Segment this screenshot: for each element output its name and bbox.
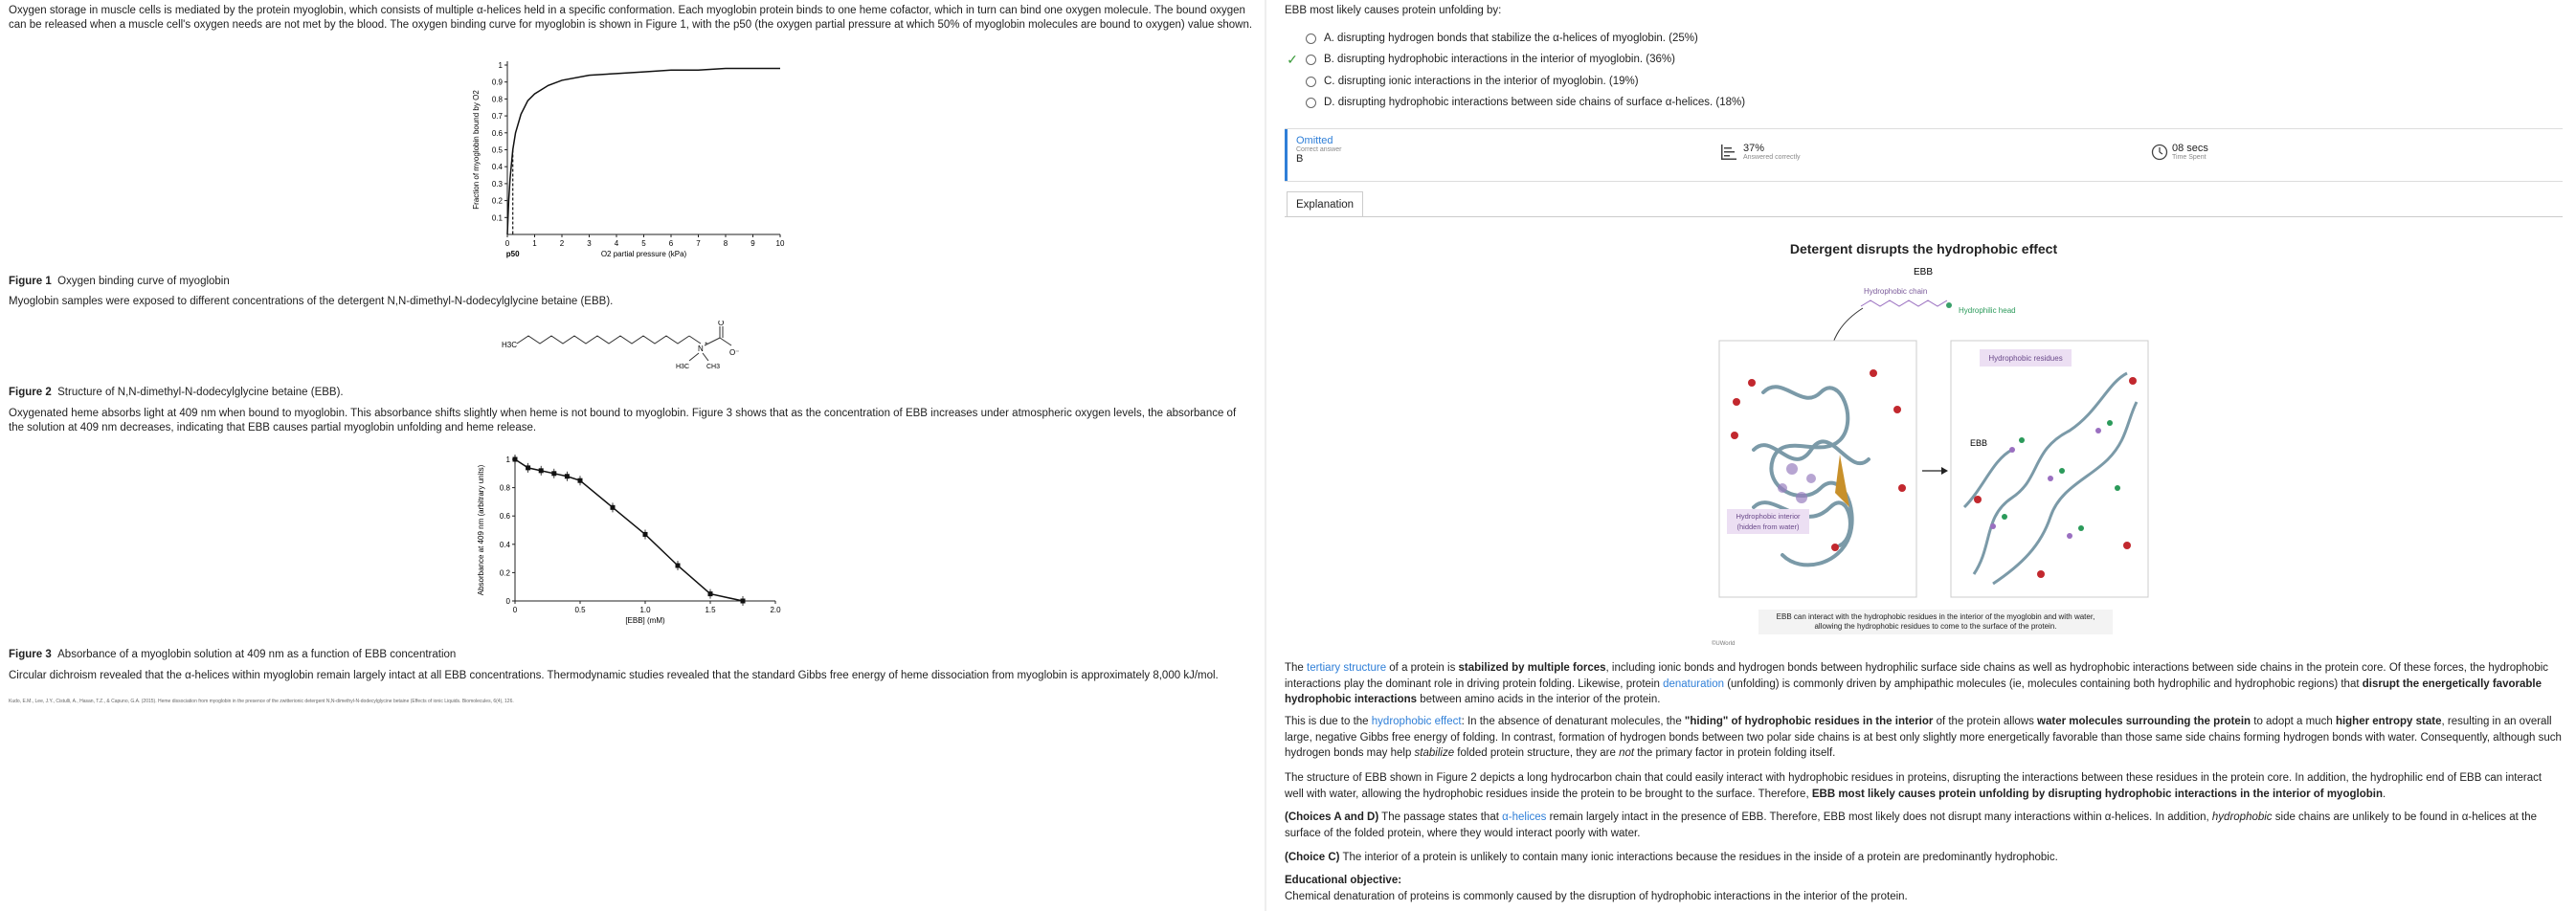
question-panel bbox=[1285, 0, 2567, 911]
ebb-label: EBB bbox=[1913, 267, 1934, 278]
series-line bbox=[515, 459, 743, 601]
y-axis-label: Absorbance at 409 nm (arbitrary units) bbox=[477, 464, 485, 596]
fig2-n: N bbox=[698, 344, 704, 353]
y-tick-label: 0.8 bbox=[491, 95, 503, 104]
percent-label: Answered correctly bbox=[1743, 154, 1801, 161]
x-tick-label: 2.0 bbox=[770, 606, 781, 614]
hydrophilic-head-label: Hydrophilic head bbox=[1959, 306, 2016, 315]
ebb-chain-drawing bbox=[1861, 300, 1947, 306]
text-italic: not bbox=[1619, 747, 1635, 759]
choice-d[interactable] bbox=[1285, 94, 1745, 111]
figure-1-label: Figure 1 bbox=[9, 276, 52, 287]
radio-b[interactable] bbox=[1306, 55, 1316, 65]
correct-answer-label: Correct answer bbox=[1296, 146, 1342, 153]
interior-label-line1: Hydrophobic interior bbox=[1736, 512, 1801, 521]
tab-explanation[interactable]: Explanation bbox=[1287, 191, 1363, 217]
question-stem: EBB most likely causes protein unfolding by: bbox=[1285, 5, 1502, 16]
educational-objective bbox=[1285, 873, 2563, 904]
text: The bbox=[1285, 662, 1308, 674]
text: the primary factor in protein folding itself. bbox=[1634, 747, 1836, 759]
text: between amino acids in the interior of the protein. bbox=[1417, 694, 1661, 705]
arrow-right-icon bbox=[1941, 467, 1948, 475]
objective-label: Educational objective: bbox=[1285, 875, 1402, 886]
hydrophobic-residues-label: Hydrophobic residues bbox=[1988, 354, 2063, 363]
text: The passage states that bbox=[1378, 811, 1503, 823]
x-tick-label: 9 bbox=[750, 239, 755, 248]
data-point bbox=[551, 471, 556, 476]
text-bold: higher entropy state bbox=[2335, 716, 2442, 727]
text: to adopt a much bbox=[2251, 716, 2336, 727]
data-point bbox=[643, 532, 648, 537]
text: , resulting in an overall large, negative Gibbs free energy of folding. In contrast, formation of hydrogen bonds between two polar side chains is at best only slightly more energetically favorable than those same side chains forming hydrogen bonds with water. Consequently, although such hydrogen bonds may help bbox=[1285, 716, 2562, 759]
text-bold: water molecules surrounding the protein bbox=[2037, 716, 2251, 727]
x-tick-label: 10 bbox=[775, 239, 785, 248]
oxygen-binding-chart bbox=[450, 57, 804, 263]
text: remain largely intact in the presence of EBB. Therefore, EBB most likely does not disrupt many interactions within α-helices. In addition, bbox=[1546, 811, 2212, 823]
fig2-bond bbox=[689, 353, 699, 361]
y-axis-label: Fraction of myoglobin bound by O2 bbox=[472, 90, 481, 210]
figure-1-caption bbox=[9, 275, 230, 289]
fig2-ch3: CH3 bbox=[706, 364, 721, 370]
x-tick-label: 7 bbox=[696, 239, 701, 248]
status-omitted: Omitted bbox=[1296, 135, 1333, 146]
percent-correct: 37% bbox=[1743, 143, 1765, 154]
link-hydrophobic-effect[interactable]: hydrophobic effect bbox=[1371, 716, 1462, 727]
fig2-o: O bbox=[718, 321, 725, 327]
ebb-head-drawing bbox=[1946, 302, 1952, 308]
checkmark-icon: ✓ bbox=[1287, 51, 1298, 67]
text: The structure of EBB shown in Figure 2 depicts a long hydrocarbon chain that could easily interact with hydrophobic residues in proteins, disrupting the interactions between these residues in the protein core. In addition, the hydrophilic end of EBB can interact well with water, allowing the hydrophobic residues inside the protein to be brought to the surface. Therefore, bbox=[1285, 772, 2542, 800]
data-point bbox=[526, 465, 530, 470]
text: The interior of a protein is unlikely to contain many ionic interactions because the residues in the inside of a protein are predominantly hydrophobic. bbox=[1339, 852, 2058, 863]
y-tick-label: 1 bbox=[505, 456, 510, 464]
y-tick-label: 0.2 bbox=[491, 196, 503, 206]
explanation-p4 bbox=[1285, 810, 2563, 841]
text-italic: stabilize bbox=[1414, 747, 1455, 759]
y-tick-label: 0.3 bbox=[491, 179, 503, 189]
figure-2-label: Figure 2 bbox=[9, 387, 52, 398]
text-bold: EBB most likely causes protein unfolding by disrupting hydrophobic interactions in the interior of myoglobin bbox=[1811, 788, 2383, 800]
series-line bbox=[507, 69, 780, 234]
x-tick-label: 5 bbox=[641, 239, 646, 248]
y-tick-label: 0.1 bbox=[491, 213, 503, 223]
choice-label: (Choices A and D) bbox=[1285, 811, 1379, 823]
interior-label-line2: (hidden from water) bbox=[1736, 522, 1800, 531]
text: : In the absence of denaturant molecules, the bbox=[1461, 716, 1685, 727]
data-point bbox=[539, 468, 544, 473]
text: . bbox=[2382, 788, 2386, 800]
status-accent-bar bbox=[1285, 129, 1288, 181]
hydrophobic-chain-label: Hydrophobic chain bbox=[1864, 287, 1928, 296]
heme-text: Oxygenated heme absorbs light at 409 nm when bound to myoglobin. This absorbance shifts slightly when heme is not bound to myoglobin. Figure 3 shows that as the concentration of EBB increases under atmospheric oxygen levels, the absorbance of the solution at 409 nm decreases, indicating that EBB causes partial myoglobin unfolding and heme release. bbox=[9, 408, 1237, 433]
correct-answer-value: B bbox=[1296, 153, 1304, 165]
panel-divider[interactable] bbox=[1265, 0, 1266, 911]
data-point bbox=[578, 478, 583, 483]
link-tertiary-structure[interactable]: tertiary structure bbox=[1307, 662, 1387, 674]
percent-stat bbox=[1720, 143, 1801, 161]
text: of a protein is bbox=[1386, 662, 1459, 674]
bar-chart-icon bbox=[1720, 144, 1737, 161]
fig2-hydrocarbon-chain bbox=[517, 336, 689, 344]
x-axis-label: O2 partial pressure (kPa) bbox=[600, 250, 687, 258]
x-tick-label: 4 bbox=[614, 239, 619, 248]
data-point bbox=[708, 591, 713, 596]
choice-a-text: A. disrupting hydrogen bonds that stabilize the α-helices of myoglobin. (25%) bbox=[1324, 33, 1698, 44]
fig2-bond bbox=[689, 336, 701, 344]
tab-underline bbox=[1285, 216, 2563, 217]
figure-2-caption bbox=[9, 386, 344, 400]
ebb-structure-drawing bbox=[498, 321, 766, 378]
x-tick-label: 1.5 bbox=[705, 606, 716, 614]
x-tick-label: 1 bbox=[532, 239, 537, 248]
data-point bbox=[676, 564, 681, 568]
text: folded protein structure, they are bbox=[1454, 747, 1620, 759]
choice-d-text: D. disrupting hydrophobic interactions between side chains of surface α-helices. (18%) bbox=[1324, 97, 1746, 108]
fig2-o-minus: O⁻ bbox=[729, 348, 740, 357]
illustration-caption: EBB can interact with the hydrophobic residues in the interior of the myoglobin and with water, allowing the hydrophobic residues to come to the surface of the protein. bbox=[1758, 610, 2113, 634]
text: of the protein allows bbox=[1933, 716, 2038, 727]
choice-b-text: B. disrupting hydrophobic interactions in the interior of myoglobin. (36%) bbox=[1324, 54, 1675, 65]
figure-3-label: Figure 3 bbox=[9, 649, 52, 660]
objective-text: Chemical denaturation of proteins is commonly caused by the disruption of hydrophobic interactions in the interior of the protein. bbox=[1285, 890, 1908, 902]
passage-intro: Oxygen storage in muscle cells is mediated by the protein myoglobin, which consists of multiple α-helices held in a specific conformation. Each myoglobin protein binds to one heme cofactor, which in turn can bind one oxygen molecule. The bound oxygen can be released when a muscle cell's oxygen needs are not met by the blood. The oxygen binding curve for myoglobin is shown in Figure 1, with the p50 (the oxygen partial pressure at which 50% of myoglobin molecules are bound to oxygen) value shown. bbox=[9, 5, 1253, 31]
y-tick-label: 1 bbox=[498, 61, 503, 70]
time-label: Time Spent bbox=[2172, 154, 2206, 161]
y-tick-label: 0.4 bbox=[491, 163, 503, 172]
fig2-bond bbox=[720, 338, 731, 345]
ebb-label-2: EBB bbox=[1970, 438, 1988, 448]
x-tick-label: 2 bbox=[559, 239, 565, 248]
radio-d[interactable] bbox=[1306, 98, 1316, 108]
fig2-h3c: H3C bbox=[676, 364, 690, 370]
explanation-p1 bbox=[1285, 660, 2563, 708]
omitted-stat bbox=[1296, 135, 1341, 165]
explanation-p5 bbox=[1285, 850, 2563, 866]
y-tick-label: 0.9 bbox=[491, 78, 503, 87]
copyright: ©UWorld bbox=[1712, 641, 1736, 647]
detergent-illustration bbox=[1285, 258, 2563, 641]
clock-icon bbox=[2151, 144, 2168, 161]
y-tick-label: 0.6 bbox=[491, 128, 503, 138]
figure-2-caption-text: Structure of N,N-dimethyl-N-dodecylglycine betaine (EBB). bbox=[57, 387, 344, 398]
text: This is due to the bbox=[1285, 716, 1372, 727]
x-tick-label: 8 bbox=[723, 239, 728, 248]
text: side chains are unlikely to be found in α-helices at the surface of the folded protein, where they would interact poorly with water. bbox=[1285, 811, 2537, 839]
illustration-title: Detergent disrupts the hydrophobic effect bbox=[1789, 241, 2058, 256]
x-tick-label: 3 bbox=[587, 239, 592, 248]
figure-3-chart bbox=[469, 450, 795, 632]
x-tick-label: 0.5 bbox=[574, 606, 586, 614]
choice-b[interactable] bbox=[1285, 51, 1675, 68]
figure-1-caption-text: Oxygen binding curve of myoglobin bbox=[57, 276, 230, 287]
fig2-bond bbox=[703, 353, 708, 361]
radio-c[interactable] bbox=[1306, 77, 1316, 87]
radio-a[interactable] bbox=[1306, 33, 1316, 44]
y-tick-label: 0.8 bbox=[499, 483, 510, 493]
y-tick-label: 0.2 bbox=[499, 568, 510, 578]
choice-a[interactable] bbox=[1285, 30, 1698, 47]
choice-c-text: C. disrupting ionic interactions in the interior of myoglobin. (19%) bbox=[1324, 76, 1639, 87]
x-tick-label: 0 bbox=[512, 606, 518, 614]
text-italic: hydrophobic bbox=[2211, 811, 2273, 823]
data-point bbox=[741, 599, 746, 604]
text-bold: stabilized by multiple forces bbox=[1458, 662, 1606, 674]
x-tick-label: 1.0 bbox=[639, 606, 651, 614]
text-bold: disrupt the energetically favorable hydrophobic interactions bbox=[1285, 678, 2542, 705]
data-point bbox=[611, 505, 616, 510]
p50-label: p50 bbox=[505, 250, 520, 258]
fig2-h3c-left: H3C bbox=[502, 341, 518, 349]
choice-label: (Choice C) bbox=[1285, 852, 1340, 863]
samples-text: Myoglobin samples were exposed to different concentrations of the detergent N,N-dimethyl-N-dodecylglycine betaine (EBB). bbox=[9, 296, 614, 307]
explanation-p3 bbox=[1285, 770, 2563, 802]
y-tick-label: 0 bbox=[505, 597, 510, 606]
link-alpha-helices[interactable]: α-helices bbox=[1502, 811, 1547, 823]
text: , including ionic bonds and hydrogen bonds between hydrophilic surface side chains as well as hydrophobic interactions between side chains in the protein core. Of these forces, the hydrophobic interactions play the dominant role in driving protein folding. Likewise, protein bbox=[1285, 662, 2549, 690]
data-point bbox=[513, 457, 518, 462]
citation: Kudo, E.M., Lee, J.Y., Cistulli, A., Hasan, T.Z., & Capuno, G.A. (2015). Heme dissociation from myoglobin in the presence of the zwitterionic detergent N,N-dimethyl-N-dodecylglycine betaine (Effects of ionic Liquids. Biomolecules, 6(4), 126. bbox=[9, 699, 514, 704]
explanation-p2 bbox=[1285, 714, 2563, 762]
figure-3-caption-text: Absorbance of a myoglobin solution at 409 nm as a function of EBB concentration bbox=[57, 649, 457, 660]
y-tick-label: 0.4 bbox=[499, 540, 510, 549]
y-tick-label: 0.5 bbox=[491, 145, 503, 155]
x-tick-label: 6 bbox=[668, 239, 674, 248]
cd-text: Circular dichroism revealed that the α-helices within myoglobin remain largely intact at all EBB concentrations. Thermodynamic studies revealed that the standard Gibbs free energy of heme dissociation from myoglobin is approximately 8,000 kJ/mol. bbox=[9, 670, 1219, 681]
folded-protein-panel bbox=[1719, 341, 1916, 597]
x-tick-label: 0 bbox=[504, 239, 510, 248]
y-tick-label: 0.6 bbox=[499, 512, 510, 522]
text: (unfolding) is commonly driven by amphipathic molecules (ie, molecules containing both hydrophilic and hydrophobic regions) that bbox=[1724, 678, 2363, 690]
y-tick-label: 0.7 bbox=[491, 112, 503, 122]
text-bold: "hiding" of hydrophobic residues in the interior bbox=[1684, 716, 1934, 727]
x-axis-label: [EBB] (mM) bbox=[625, 616, 665, 625]
absorbance-chart bbox=[469, 450, 795, 632]
figure-2-structure bbox=[498, 321, 766, 378]
data-point bbox=[565, 474, 570, 478]
figure-3-caption bbox=[9, 648, 456, 662]
passage-panel bbox=[0, 0, 1264, 911]
figure-1-chart bbox=[450, 57, 804, 263]
answer-stats-bar bbox=[1285, 128, 2563, 182]
choice-c[interactable] bbox=[1285, 73, 1639, 90]
time-stat bbox=[2151, 143, 2208, 161]
time-spent: 08 secs bbox=[2172, 143, 2208, 154]
link-denaturation[interactable]: denaturation bbox=[1663, 678, 1725, 690]
